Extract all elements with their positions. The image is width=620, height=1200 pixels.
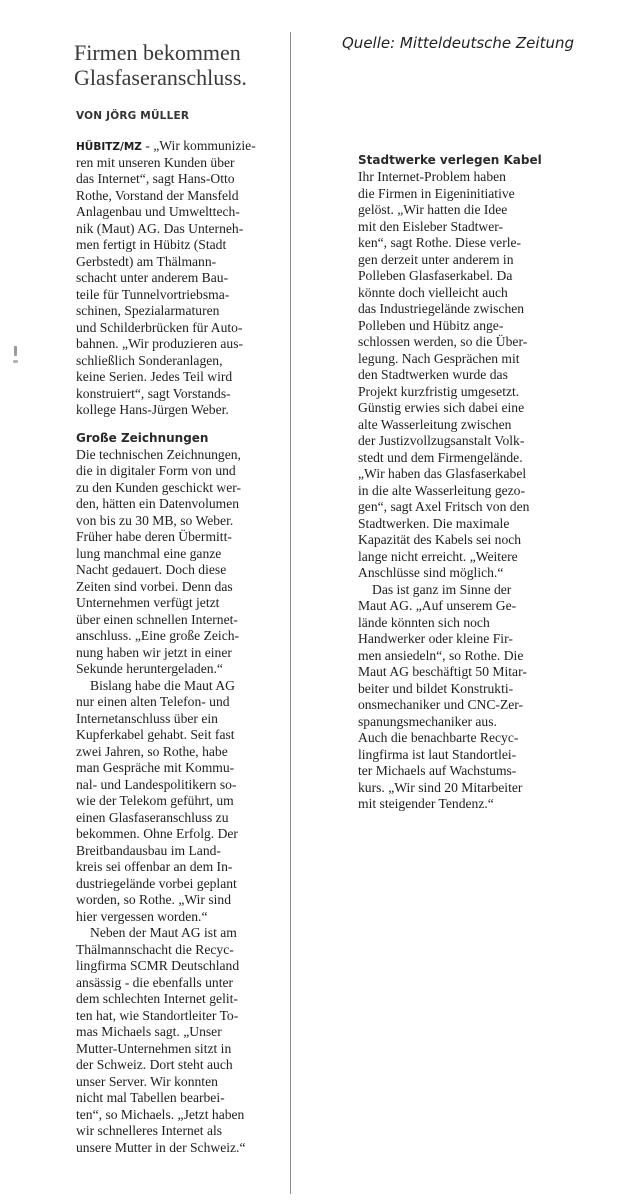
text-line: das Industriegelände zwischen [358,301,525,316]
text-line: Maut AG beschäftigt 50 Mitar- [358,664,527,679]
text-line: nur einen alten Telefon- und [76,694,230,709]
column-divider [290,32,291,1194]
text-line: ten hat, wie Standortleiter To- [76,1007,239,1023]
text-line: beiter und bildet Konstrukti- [358,680,514,696]
text-line: Rothe, Vorstand der Mansfeld [76,187,239,203]
article-column-right [358,152,554,813]
text-line: über einen schnellen Internet- [76,611,238,627]
text-line: unsere Mutter in der Schweiz.“ [76,1139,246,1155]
text-line: die Firmen in Eigeninitiative [358,185,515,201]
text-line: Projekt kurzfristig umgesetzt. [358,383,520,399]
text-line: einen Glasfaseranschluss zu [76,809,229,825]
paragraph-start: Neben der Maut AG ist am [90,925,237,940]
text-line: ken“, sagt Rothe. Diese verle- [358,235,522,250]
text-line: Polleben Glasfaserkabel. Da [358,268,513,283]
text-line: ren mit unseren Kunden über [76,154,235,170]
text-line: alte Wasserleitung zwischen [358,416,512,432]
text-line: den, hätten ein Datenvolumen [76,496,240,511]
text-line: den Stadtwerken wurde das [358,367,508,382]
text-line [76,138,272,155]
text-line: kurs. „Wir sind 20 Mitarbeiter [358,779,523,795]
dateline: HÜBITZ/MZ [76,141,142,153]
text-line: nung haben wir jetzt in einer [76,644,232,660]
text-line: hier vergessen worden.“ [76,908,208,924]
text-line: mit den Eisleber Stadtwer- [358,218,504,234]
text-line: das Internet“, sagt Hans-Otto [76,171,235,186]
text-line: Internetanschluss über ein [76,710,218,726]
text-line: Maut AG. „Auf unserem Ge- [358,598,517,613]
text-line: keine Serien. Jedes Teil wird [76,369,233,384]
text-line: stedt und dem Firmengelände. [358,449,523,465]
text-line: nicht mal Tabellen bearbei- [76,1090,225,1105]
text-line: onsmechaniker und CNC-Zer- [358,697,524,712]
text-line: Günstig erwies sich dabei eine [358,400,525,415]
text-line: bekommen. Ohne Erfolg. Der [76,826,238,841]
text-line: lände könnten sich noch [358,614,490,630]
text-line: die in digitaler Form von und [76,463,236,478]
text-line: ter Michaels auf Wachstums- [358,763,517,778]
text-line: nik (Maut) AG. Das Unterneh- [76,220,244,236]
text-line: könnte doch vielleicht auch [358,284,508,300]
text-line: Stadtwerken. Die maximale [358,515,510,531]
text-line: lingfirma SCMR Deutschland [76,958,240,973]
text-line: Auch die benachbarte Recyc- [358,730,519,745]
text-line: Kupferkabel gehabt. Seit fast [76,727,235,742]
subheading: Stadtwerke verlegen Kabel [358,153,542,167]
text-line: gen“, sagt Axel Fritsch von den [358,499,530,514]
text-line: der Justizvollzugsanstalt Volk- [358,433,525,448]
text-line: Ihr Internet-Problem haben [358,169,506,184]
text-line: Kapazität des Kabels sei noch [358,532,522,547]
text-line: und Schilderbrücken für Auto- [76,319,243,335]
text-line: Breitbandausbau im Land- [76,842,221,858]
text-line: Früher habe deren Übermitt- [76,529,232,544]
text-line: der Schweiz. Dort steht auch [76,1057,233,1072]
text-line: lange nicht erreicht. „Weitere [358,548,518,564]
text-line: schließlich Sonderanlagen, [76,352,223,368]
text-line: anschluss. „Eine große Zeich- [76,628,240,643]
paragraph-start: Das ist ganz im Sinne der [372,581,512,597]
scan-speck [13,360,18,363]
lead-text: - „Wir kommunizie- [141,138,256,153]
text-line: Anschlüsse sind möglich.“ [358,565,504,580]
text-line: nal- und Landespolitikern so- [76,776,237,792]
headline-line: Firmen bekommen [74,40,241,65]
text-line: wie der Telekom geführt, um [76,793,234,808]
text-line: ansässig - die ebenfalls unter [76,974,234,990]
text-line: Anlagenbau und Umwelttech- [76,204,240,219]
text-line: men ansiedeln“, so Rothe. Die [358,647,524,663]
subheading: Große Zeichnungen [76,430,209,445]
text-line: schinen, Spezialarmaturen [76,303,220,318]
scan-speck [14,346,17,356]
text-line: Gerbstedt) am Thälmann- [76,253,217,269]
text-line: spanungsmechaniker aus. [358,713,497,729]
text-line: man Gespräche mit Kommu- [76,760,235,775]
text-line: Unternehmen verfügt jetzt [76,595,220,610]
byline: VON JÖRG MÜLLER [76,110,190,122]
text-line: Thälmannschacht die Recyc- [76,941,234,957]
text-line: Polleben und Hübitz ange- [358,317,504,333]
text-line: teile für Tunnelvortriebsma- [76,286,230,302]
text-line: kreis sei offenbar an dem In- [76,859,233,874]
text-line: mit steigender Tendenz.“ [358,796,494,811]
text-line: von bis zu 30 MB, so Weber. [76,512,234,528]
text-line: zu den Kunden geschickt wer- [76,479,242,495]
article-column-left [76,138,272,1156]
text-line: Sekunde heruntergeladen.“ [76,661,223,676]
text-line: zwei Jahren, so Rothe, habe [76,743,228,759]
text-line: unser Server. Wir konnten [76,1073,218,1089]
text-line: lingfirma ist laut Standortlei- [358,746,517,762]
text-line: „Wir haben das Glasfaserkabel [358,466,527,481]
text-line: lung manchmal eine ganze [76,545,222,561]
text-line: Mutter-Unternehmen sitzt in [76,1040,232,1056]
text-line: gelöst. „Wir hatten die Idee [358,202,508,217]
text-line: in die alte Wasserleitung gezo- [358,482,526,498]
text-line: schacht unter anderem Bau- [76,270,229,285]
text-line: men fertigt in Hübitz (Stadt [76,237,227,252]
text-line: schlossen werden, so die Über- [358,334,528,349]
headline [74,40,284,90]
text-line: mas Michaels sagt. „Unser [76,1024,222,1039]
text-line: wir schnelleres Internet als [76,1123,223,1138]
text-line: dem schlechten Internet gelit- [76,991,238,1006]
paragraph-start: Bislang habe die Maut AG [90,677,235,693]
text-line: Die technischen Zeichnungen, [76,446,241,462]
text-line: Zeiten sind vorbei. Denn das [76,578,233,594]
text-line: Handwerker oder kleine Fir- [358,631,513,646]
text-line: ten“, so Michaels. „Jetzt haben [76,1106,245,1122]
text-line: worden, so Rothe. „Wir sind [76,892,232,907]
headline-line: Glasfaseranschluss. [74,65,247,90]
text-line: bahnen. „Wir produzieren aus- [76,336,244,351]
text-line: kollege Hans-Jürgen Weber. [76,402,229,417]
text-line: legung. Nach Gesprächen mit [358,350,520,366]
text-line: dustriegelände vorbei geplant [76,875,237,891]
source-note: Quelle: Mitteldeutsche Zeitung [342,34,574,52]
text-line: Nacht gedauert. Doch diese [76,562,227,577]
text-line: konstruiert“, sagt Vorstands- [76,385,231,401]
text-line: gen derzeit unter anderem in [358,251,514,267]
